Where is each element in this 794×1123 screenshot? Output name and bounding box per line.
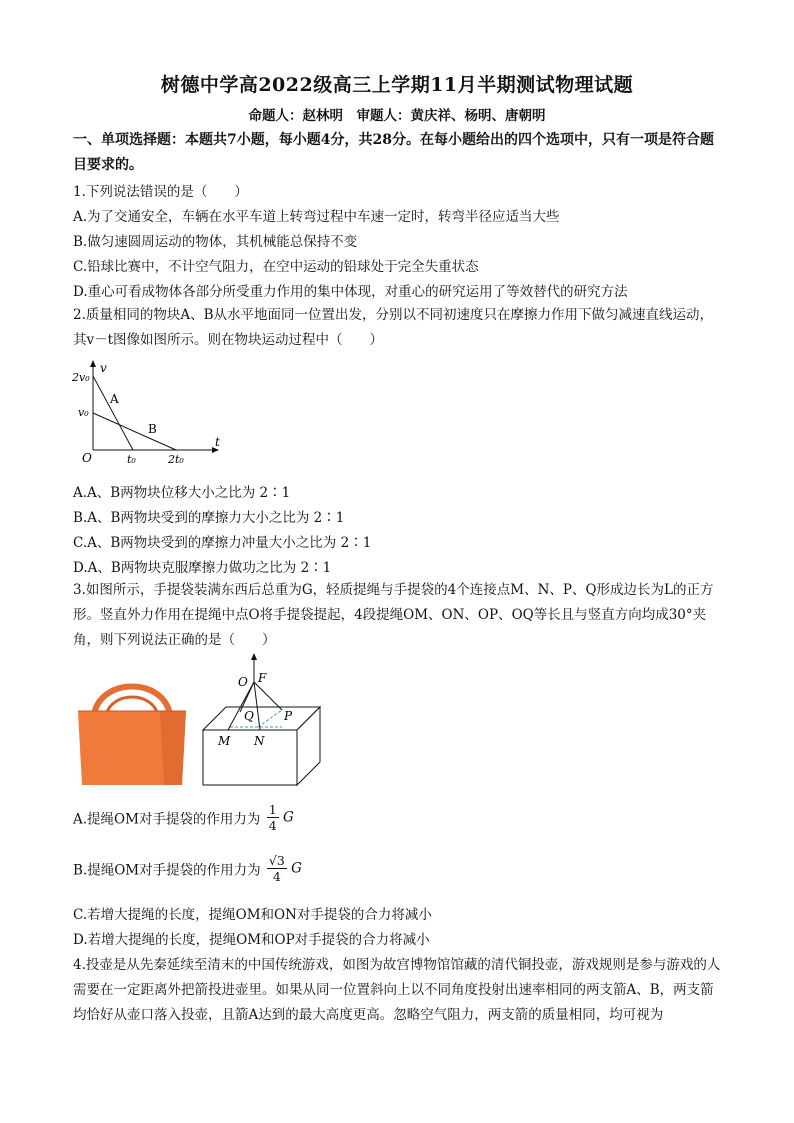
label-q: Q <box>244 709 254 723</box>
rope-op <box>254 682 282 710</box>
q1-stem: 1.下列说法错误的是（ ） <box>73 184 248 200</box>
q3-option-b <box>73 853 302 884</box>
q3-option-c: C.若增大提绳的长度，提绳OM和ON对手提袋的合力将减小 <box>73 907 432 923</box>
q2-stem: 2.质量相同的物块A、B从水平地面同一位置出发，分别以不同初速度只在摩擦力作用下做匀减速直线运动，其v－t图像如图所示。则在物块运动过程中（ ） <box>73 307 714 348</box>
line-b <box>93 413 176 450</box>
q1-option-c: C.铅球比赛中，不计空气阻力，在空中运动的铅球处于完全失重状态 <box>73 259 479 275</box>
tote-bag-image <box>72 675 192 790</box>
q1-option-a: A.为了交通安全，车辆在水平车道上转弯过程中车速一定时，转弯半径应适当大些 <box>73 209 560 225</box>
tick-t0: t₀ <box>127 453 136 466</box>
q3-option-b-text: B.提绳OM对手提袋的作用力为 <box>73 862 261 879</box>
page-title: 树德中学高2022级高三上学期11月半期测试物理试题 <box>160 74 634 96</box>
q2-option-d: D.A、B两物块克服摩擦力做功之比为 2∶1 <box>73 560 332 576</box>
v-axis-label: v <box>100 361 107 375</box>
label-p: P <box>284 709 293 723</box>
tick-v0: v₀ <box>78 406 89 419</box>
q2-option-a: A.A、B两物块位移大小之比为 2∶1 <box>73 485 291 501</box>
label-a: A <box>110 392 119 406</box>
weight-symbol: G <box>291 860 302 877</box>
q3-option-a <box>73 802 294 833</box>
q2-option-c: C.A、B两物块受到的摩擦力冲量大小之比为 2∶1 <box>73 535 372 551</box>
label-n: N <box>254 734 265 748</box>
q1-option-b: B.做匀速圆周运动的物体，其机械能总保持不变 <box>73 234 358 250</box>
label-m: M <box>218 734 231 748</box>
tick-2t0: 2t₀ <box>168 453 184 466</box>
fraction-root3-quarter: $\frac{√3}{4}$ <box>268 853 285 884</box>
q3-option-d: D.若增大提绳的长度，提绳OM和OP对手提袋的合力将减小 <box>73 932 430 948</box>
box-rope-figure <box>198 652 323 792</box>
q3-stem: 3.如图所示，手提袋装满东西后总重为G，轻质提绳与手提袋的4个连接点M、N、P、Q形成边长为L的正方形。竖直外力作用在提绳中点O将手提袋提起，4段提绳OM、ON、OP、OQ等长且与竖直方向均成30°夹角，则下列说法正确的是（ ） <box>73 582 714 648</box>
section-heading: 一、单项选择题：本题共7小题，每小题4分，共28分。在每小题给出的四个选项中，只有一项是符合题目要求的。 <box>73 132 714 173</box>
label-f: F <box>258 671 267 685</box>
authors-line: 命题人：赵林明 审题人：黄庆祥、杨明、唐朝明 <box>248 108 546 124</box>
label-b: B <box>148 422 157 436</box>
vt-graph <box>70 360 230 470</box>
weight-symbol: G <box>282 809 294 826</box>
q4-stem: 4.投壶是从先秦延续至清末的中国传统游戏，如图为故宫博物馆馆藏的清代铜投壶，游戏规则是参与游戏的人需要在一定距离外把箭投进壶里。如果从同一位置斜向上以不同角度投射出速率相同的两支箭A、B，两支箭均恰好从壶口落入投壶，且箭A达到的最大高度更高。忽略空气阻力，两支箭的质量相同，均可视为 <box>73 957 721 1023</box>
q2-option-b: B.A、B两物块受到的摩擦力大小之比为 2∶1 <box>73 510 345 526</box>
q3-option-a-text: A.提绳OM对手提袋的作用力为 <box>73 811 261 828</box>
line-a <box>93 376 133 450</box>
t-axis-label: t <box>215 435 220 449</box>
label-o: O <box>238 675 248 689</box>
origin-label: O <box>82 451 92 465</box>
tick-2v0: 2v₀ <box>72 371 90 384</box>
q1-option-d: D.重心可看成物体各部分所受重力作用的集中体现，对重心的研究运用了等效替代的研究方法 <box>73 284 628 300</box>
bag-shadow <box>160 711 186 785</box>
fraction-one-quarter: $\frac{1}{4}$ <box>268 802 277 833</box>
